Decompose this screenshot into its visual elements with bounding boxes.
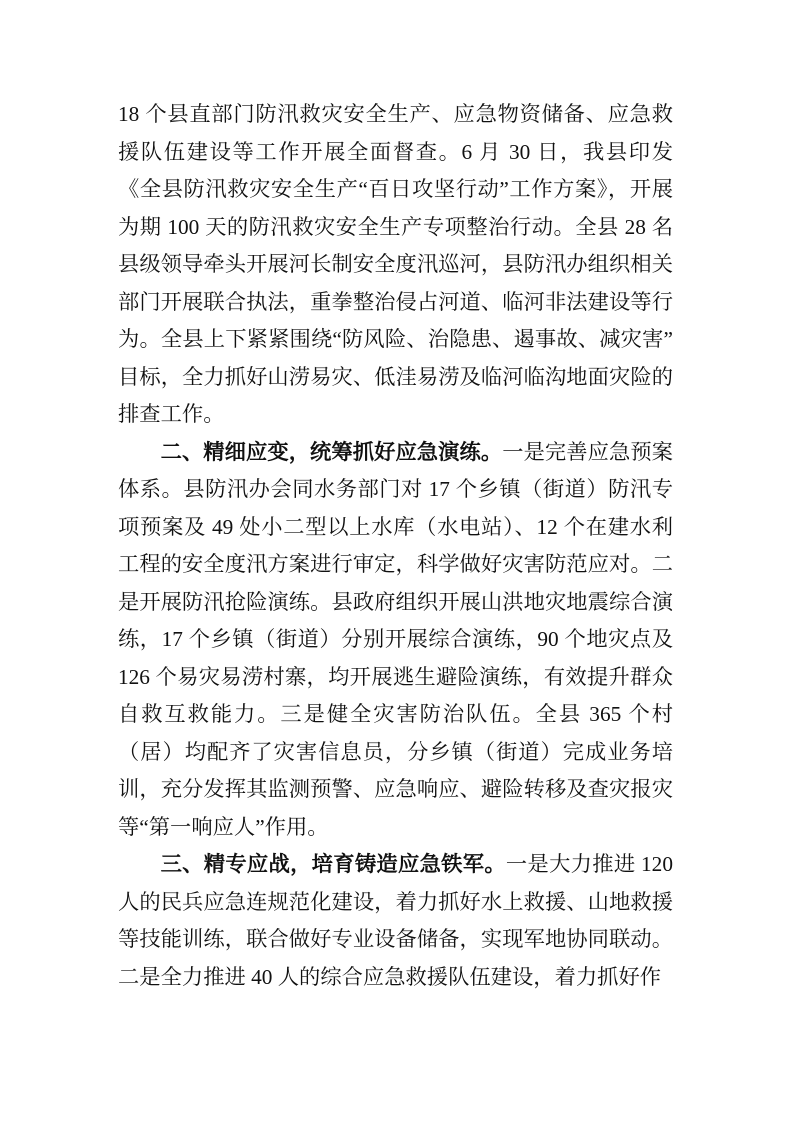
body-text-run: 一是完善应急预案体系。县防汛办会同水务部门对 17 个乡镇（街道）防汛专项预案及 49 处小二型以上水库（水电站）、12 个在建水利工程的安全度汛方案进行审定，科学做好灾害防范应对。二是开展防汛抢险演练。县政府组织开展山洪地灾地震综合演练，17 个乡镇（街道）分别开展综合演练，90 个地灾点及 126 个易灾易涝村寨，均开展逃生避险演练，有效提升群众自救互救能力。三是健全灾害防治队伍。全县 365 个村（居）均配齐了灾害信息员，分乡镇（街道）完成业务培训，充分发挥其监测预警、应急响应、避险转移及查灾报灾等“第一响应人”作用。: [118, 439, 673, 839]
document-body: [118, 96, 673, 996]
section-heading-run: 三、精专应战，培育铸造应急铁军。: [160, 852, 506, 876]
body-text-run: 18 个县直部门防汛救灾安全生产、应急物资储备、应急救援队伍建设等工作开展全面督查。6 月 30 日，我县印发《全县防汛救灾安全生产“百日攻坚行动”工作方案》，开展为期 100 天的防汛救灾安全生产专项整治行动。全县 28 名县级领导牵头开展河长制安全度汛巡河，县防汛办组织相关部门开展联合执法，重拳整治侵占河道、临河非法建设等行为。全县上下紧紧围绕“防风险、治隐患、遏事故、减灾害”目标，全力抓好山涝易灾、低洼易涝及临河临沟地面灾险的排查工作。: [118, 102, 673, 426]
paragraph-continuation: [118, 96, 673, 434]
body-text-run: 一是大力推进 120 人的民兵应急连规范化建设，着力抓好水上救援、山地救援等技能训练，联合做好专业设备储备，实现军地协同联动。二是全力推进 40 人的综合应急救援队伍建设，着力抓好作: [118, 852, 673, 989]
paragraph-section-2: [118, 434, 673, 847]
section-heading-run: 二、精细应变，统筹抓好应急演练。: [160, 439, 503, 464]
paragraph-section-3: [118, 846, 673, 996]
